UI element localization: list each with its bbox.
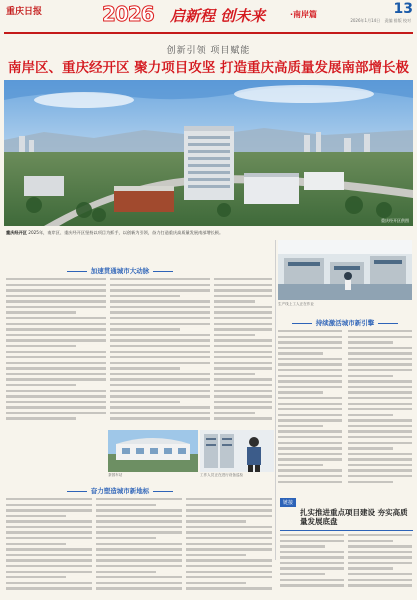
box-category-label: 链接 <box>280 498 296 507</box>
section-3-col-2 <box>96 498 182 598</box>
section-3-col-1 <box>6 498 92 598</box>
photo-worker-servers <box>200 430 274 472</box>
section-3-col-3 <box>186 498 272 598</box>
photo-station <box>108 430 198 472</box>
city-aerial-illustration <box>4 80 413 226</box>
box-rule <box>280 530 413 531</box>
subhead-2: 持续激活城市新引擎 <box>280 318 410 327</box>
header-rule <box>4 32 413 34</box>
photo-caption-worker: 工作人员正在进行设备巡检 <box>200 473 244 477</box>
special-banner <box>100 2 318 28</box>
section-2-col-1 <box>278 330 342 495</box>
subhead-1: 加速贯通城市大动脉 <box>60 266 180 275</box>
editor-credit: 责编 排版 校对 <box>384 18 411 23</box>
section-2-col-2 <box>348 330 412 495</box>
hero-photo-credit: 重庆经开区供图 <box>381 218 409 223</box>
hero-photo-city-aerial <box>4 80 413 226</box>
issue-date: 2026年1月14日 <box>350 18 381 23</box>
station-illustration <box>108 430 198 472</box>
column-divider <box>275 240 276 560</box>
banner-slogan: 启新程 创未来 <box>170 7 266 25</box>
production-line-illustration <box>278 240 412 300</box>
box-col-2 <box>348 534 412 596</box>
photo-caption-production: 生产线上工人正在作业 <box>278 302 314 306</box>
kicker: 创新引领 项目赋能 <box>166 46 251 56</box>
page-number: 13 <box>393 1 413 17</box>
banner-section: ·南岸篇 <box>290 10 318 19</box>
box-title: 扎实推进重点项目建设 夯实高质量发展底盘 <box>300 508 408 526</box>
issue-meta <box>347 18 411 24</box>
headline: 南岸区、重庆经开区 聚力项目攻坚 打造重庆高质量发展南部增长极 <box>8 60 409 76</box>
worker-servers-illustration <box>200 430 274 472</box>
section-1-col-1 <box>6 278 106 428</box>
paper-name: 重庆日报 <box>6 7 43 17</box>
lead-paragraph <box>6 230 411 236</box>
box-col-1 <box>280 534 344 596</box>
photo-caption-station: 茶园车站 <box>108 473 123 477</box>
subhead-3: 奋力塑造城市新地标 <box>40 486 200 495</box>
photo-production-line <box>278 240 412 300</box>
masthead <box>0 0 417 36</box>
section-1-col-3 <box>214 278 272 428</box>
banner-year: 2026 <box>102 2 154 26</box>
section-1-col-2 <box>110 278 210 428</box>
lead-photo-caption: 重庆经开区 <box>6 230 27 235</box>
lead-text: 2025年，南岸区、重庆经开区坚持以项目为抓手，以创新为引领，奋力打造重庆高质量发展南部增长极。 <box>28 230 224 235</box>
